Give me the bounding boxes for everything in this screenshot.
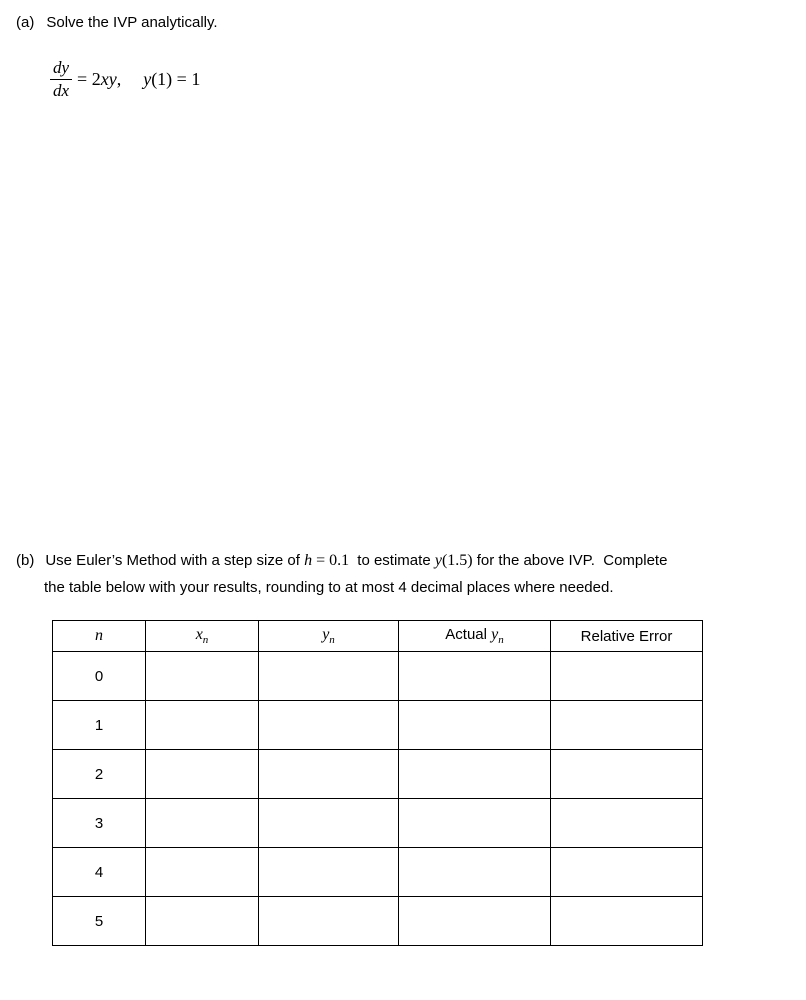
step-size-variable: h	[304, 552, 313, 569]
table-row	[53, 652, 703, 701]
cell-yn-1	[259, 701, 399, 750]
table-header-row	[53, 621, 703, 652]
table-row	[53, 897, 703, 946]
cell-actual-0	[399, 652, 551, 701]
equation-rhs	[77, 69, 121, 90]
header-yn-subscript: n	[329, 634, 335, 646]
cell-xn-5	[146, 897, 259, 946]
cell-error-4	[551, 848, 703, 897]
cell-error-5	[551, 897, 703, 946]
header-n-label: n	[95, 627, 103, 644]
part-a-label: (a)	[16, 14, 35, 31]
equation-comma: ,	[116, 68, 122, 89]
cell-xn-3	[146, 799, 259, 848]
cell-yn-2	[259, 750, 399, 799]
cell-xn-1	[146, 701, 259, 750]
equation-variables: xy	[100, 68, 117, 89]
part-b-heading	[16, 547, 791, 601]
header-actual-yn	[399, 621, 551, 652]
cell-yn-3	[259, 799, 399, 848]
header-actual-subscript: n	[498, 634, 504, 646]
estimate-argument: (1.5)	[441, 552, 473, 569]
cell-error-3	[551, 799, 703, 848]
cell-n-1: 1	[53, 701, 146, 750]
cell-n-5: 5	[53, 897, 146, 946]
header-yn	[259, 621, 399, 652]
header-actual-label: Actual	[445, 626, 492, 643]
table-row	[53, 701, 703, 750]
ivp-equation	[50, 58, 200, 100]
cell-error-2	[551, 750, 703, 799]
fraction-denominator: dx	[53, 80, 70, 100]
table-row	[53, 799, 703, 848]
cell-error-1	[551, 701, 703, 750]
cell-xn-0	[146, 652, 259, 701]
results-table-container	[52, 620, 703, 946]
part-b-line1	[16, 547, 791, 574]
header-xn	[146, 621, 259, 652]
cell-actual-4	[399, 848, 551, 897]
part-b-text-2: to estimate	[353, 552, 435, 569]
part-b-text-1: Use Euler’s Method with a step size of	[45, 552, 305, 569]
step-size-value: = 0.1	[312, 552, 354, 569]
fraction-dy-dx	[50, 58, 72, 100]
cell-actual-1	[399, 701, 551, 750]
header-relative-error-label: Relative Error	[580, 627, 673, 645]
header-n	[53, 621, 146, 652]
cell-error-0	[551, 652, 703, 701]
cell-n-2: 2	[53, 750, 146, 799]
cell-actual-2	[399, 750, 551, 799]
initial-condition	[143, 69, 200, 90]
condition-variable: y	[143, 68, 152, 89]
cell-yn-4	[259, 848, 399, 897]
part-a-heading	[16, 14, 218, 31]
cell-xn-2	[146, 750, 259, 799]
cell-xn-4	[146, 848, 259, 897]
euler-results-table	[52, 620, 703, 946]
fraction-numerator: dy	[50, 58, 72, 80]
table-row	[53, 750, 703, 799]
cell-yn-5	[259, 897, 399, 946]
part-b-text-3: for the above IVP. Complete	[472, 552, 668, 569]
cell-yn-0	[259, 652, 399, 701]
header-yn-base: y	[322, 626, 330, 643]
cell-n-0: 0	[53, 652, 146, 701]
table-row	[53, 848, 703, 897]
header-xn-subscript: n	[202, 634, 209, 646]
cell-actual-5	[399, 897, 551, 946]
equation-equals: = 2	[77, 68, 101, 89]
estimate-variable: y	[434, 552, 442, 569]
part-b-line2: the table below with your results, rounding to at most 4 decimal places where needed.	[44, 579, 614, 596]
cell-actual-3	[399, 799, 551, 848]
part-b-label: (b)	[16, 552, 35, 569]
cell-n-3: 3	[53, 799, 146, 848]
cell-n-4: 4	[53, 848, 146, 897]
part-a-prompt: Solve the IVP analytically.	[46, 14, 218, 31]
header-relative-error	[551, 621, 703, 652]
condition-value: (1) = 1	[151, 68, 201, 89]
header-actual-base: y	[491, 626, 499, 643]
header-xn-base: x	[195, 626, 203, 643]
